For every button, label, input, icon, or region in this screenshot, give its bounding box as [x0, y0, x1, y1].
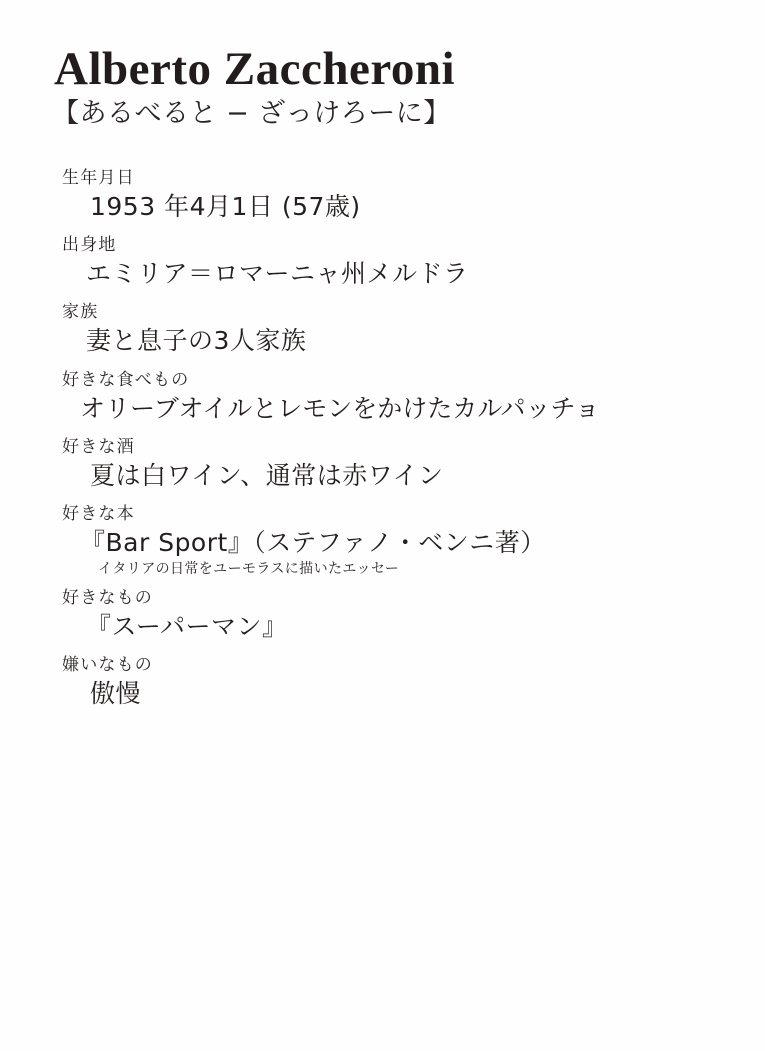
profile-label: 嫌いなもの [62, 655, 153, 676]
profile-label: 好きなもの [62, 587, 153, 608]
profile-row-favorite-food [52, 369, 729, 427]
profile-value: 『Bar Sport』（ステファノ・ベンニ著） [80, 528, 546, 558]
profile-row-birthdate [52, 167, 729, 225]
profile-value: エミリア＝ロマーニャ州メルドラ [86, 258, 469, 288]
profile-row-disliked-thing [52, 654, 729, 712]
page-title: Alberto Zaccheroni [54, 43, 456, 95]
profile-value: 夏は白ワイン、通常は赤ワイン [90, 460, 444, 490]
profile-value-note: イタリアの日常をユーモラスに描いたエッセー [98, 560, 400, 577]
profile-value: 妻と息子の3人家族 [86, 326, 307, 356]
profile-row-favorite-thing [52, 587, 729, 645]
profile-value: オリーブオイルとレモンをかけたカルパッチョ [80, 393, 600, 423]
profile-label: 好きな食べもの [62, 369, 190, 390]
profile-value: 1953 年4月1日 (57歳) [90, 191, 361, 221]
profile-row-family [52, 301, 729, 359]
profile-label: 出身地 [62, 234, 117, 255]
profile-label: 好きな酒 [62, 436, 135, 457]
profile-label: 好きな本 [62, 504, 135, 525]
profile-row-favorite-book [52, 503, 729, 578]
profile-value: 傲慢 [90, 679, 142, 709]
profile-value: 『スーパーマン』 [86, 611, 288, 641]
profile-row-birthplace [52, 234, 729, 292]
profile-list [52, 167, 729, 713]
profile-row-favorite-drink [52, 436, 729, 494]
profile-label: 生年月日 [62, 167, 135, 188]
profile-label: 家族 [62, 302, 99, 323]
page-subtitle-kana: 【あるべると − ざっけろーに】 [52, 97, 451, 129]
